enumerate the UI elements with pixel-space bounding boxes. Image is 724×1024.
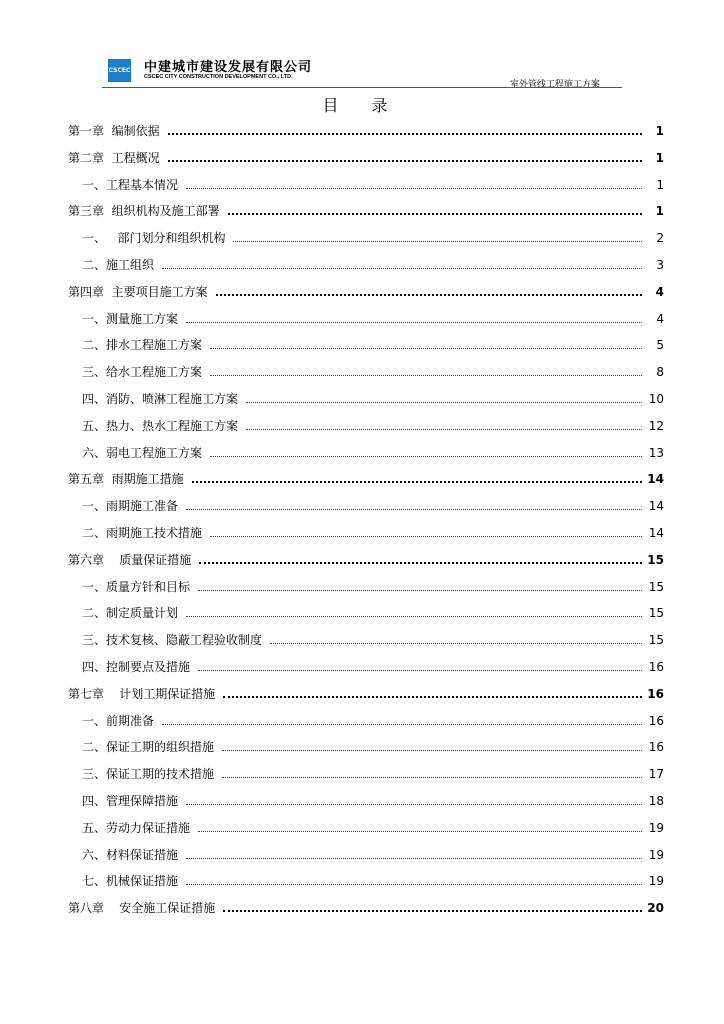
toc-entry[interactable] bbox=[68, 765, 664, 792]
toc-entry-page: 1 bbox=[655, 124, 664, 138]
header-rule bbox=[102, 87, 622, 88]
toc-entry-page: 15 bbox=[648, 633, 664, 648]
toc-entry[interactable] bbox=[68, 202, 664, 229]
toc-entry[interactable] bbox=[68, 417, 664, 444]
toc-entry[interactable] bbox=[68, 819, 664, 846]
toc-entry-label: 第六章 质量保证措施 bbox=[68, 552, 192, 567]
dot-leader bbox=[198, 579, 642, 591]
toc-entry[interactable] bbox=[68, 685, 664, 712]
toc-entry-label: 六、材料保证措施 bbox=[82, 847, 179, 862]
toc-entry-page: 16 bbox=[647, 686, 664, 701]
dot-leader bbox=[198, 659, 642, 671]
toc-entry[interactable] bbox=[68, 470, 664, 497]
toc-entry-label: 第四章 主要项目施工方案 bbox=[68, 284, 208, 299]
toc-entry-label: 五、劳动力保证措施 bbox=[82, 820, 191, 835]
toc-entry-label: 四、消防、喷淋工程施工方案 bbox=[82, 391, 239, 406]
toc-entry-label: 第二章 工程概况 bbox=[68, 150, 160, 165]
toc-entry-page: 19 bbox=[648, 820, 664, 835]
dot-leader bbox=[210, 337, 642, 349]
dot-leader bbox=[216, 283, 642, 296]
toc-entry-label: 四、管理保障措施 bbox=[82, 793, 179, 808]
dot-leader bbox=[168, 122, 642, 135]
toc-entry[interactable] bbox=[68, 336, 664, 363]
toc-title: 目 录 bbox=[322, 96, 402, 115]
toc-entry-page: 14 bbox=[648, 499, 664, 514]
dot-leader bbox=[246, 391, 642, 403]
dot-leader bbox=[228, 202, 642, 215]
dot-leader bbox=[186, 605, 642, 617]
dot-leader bbox=[186, 793, 642, 805]
toc-entry[interactable] bbox=[68, 631, 664, 658]
toc-entry[interactable] bbox=[68, 846, 664, 873]
toc-entry-label: 三、技术复核、隐蔽工程验收制度 bbox=[82, 633, 263, 648]
toc-entry-label: 三、保证工期的技术措施 bbox=[82, 767, 215, 782]
dot-leader bbox=[186, 498, 642, 510]
toc-entry-label: 一、雨期施工准备 bbox=[82, 499, 179, 514]
toc-entry-label: 一、前期准备 bbox=[82, 713, 155, 728]
toc-entry-page: 4 bbox=[655, 284, 664, 299]
toc-entry-page: 16 bbox=[648, 740, 664, 755]
toc-entry[interactable] bbox=[68, 792, 664, 819]
table-of-contents bbox=[68, 122, 664, 926]
toc-entry[interactable] bbox=[68, 497, 664, 524]
dot-leader bbox=[192, 470, 642, 483]
toc-entry[interactable] bbox=[68, 712, 664, 739]
toc-entry-page: 12 bbox=[648, 418, 664, 433]
toc-entry[interactable] bbox=[68, 363, 664, 390]
toc-entry-label: 第七章 计划工期保证措施 bbox=[68, 686, 216, 701]
dot-leader bbox=[168, 149, 642, 162]
toc-entry[interactable] bbox=[68, 604, 664, 631]
toc-entry-page: 5 bbox=[656, 338, 664, 353]
toc-entry-label: 四、控制要点及措施 bbox=[82, 659, 191, 674]
toc-entry-page: 13 bbox=[648, 445, 664, 460]
toc-entry[interactable] bbox=[68, 122, 664, 149]
toc-entry-page: 10 bbox=[648, 391, 664, 406]
toc-entry-page: 1 bbox=[656, 177, 664, 192]
toc-entry-page: 16 bbox=[648, 713, 664, 728]
toc-entry-page: 14 bbox=[647, 472, 664, 487]
dot-leader bbox=[270, 632, 642, 644]
toc-entry-label: 二、制定质量计划 bbox=[82, 606, 179, 621]
toc-entry-label: 第三章 组织机构及施工部署 bbox=[68, 204, 220, 219]
toc-entry-page: 15 bbox=[648, 606, 664, 621]
dot-leader bbox=[186, 311, 642, 323]
toc-entry[interactable] bbox=[68, 176, 664, 203]
toc-entry-page: 17 bbox=[648, 767, 664, 782]
toc-entry[interactable] bbox=[68, 872, 664, 899]
dot-leader bbox=[222, 766, 642, 778]
toc-entry[interactable] bbox=[68, 551, 664, 578]
toc-entry-page: 8 bbox=[656, 365, 664, 380]
toc-entry-label: 二、排水工程施工方案 bbox=[82, 338, 203, 353]
toc-entry-label: 第一章 编制依据 bbox=[68, 124, 160, 138]
toc-entry-page: 14 bbox=[648, 525, 664, 540]
toc-entry[interactable] bbox=[68, 283, 664, 310]
toc-entry-page: 20 bbox=[647, 901, 664, 916]
toc-entry-page: 18 bbox=[648, 793, 664, 808]
toc-entry-page: 2 bbox=[656, 231, 664, 246]
toc-entry-label: 二、雨期施工技术措施 bbox=[82, 525, 203, 540]
toc-entry[interactable] bbox=[68, 658, 664, 685]
toc-entry-label: 一、 部门划分和组织机构 bbox=[82, 231, 226, 246]
toc-entry-label: 二、保证工期的组织措施 bbox=[82, 740, 215, 755]
toc-entry-page: 1 bbox=[655, 150, 664, 165]
toc-entry-page: 3 bbox=[656, 257, 664, 272]
toc-entry-label: 五、热力、热水工程施工方案 bbox=[82, 418, 239, 433]
toc-entry-page: 1 bbox=[655, 204, 664, 219]
toc-entry[interactable] bbox=[68, 390, 664, 417]
toc-entry[interactable] bbox=[68, 524, 664, 551]
toc-entry[interactable] bbox=[68, 738, 664, 765]
toc-entry[interactable] bbox=[68, 899, 664, 926]
dot-leader bbox=[210, 525, 642, 537]
toc-entry-label: 第五章 雨期施工措施 bbox=[68, 472, 184, 487]
dot-leader bbox=[199, 551, 642, 564]
toc-entry-label: 六、弱电工程施工方案 bbox=[82, 445, 203, 460]
dot-leader bbox=[246, 418, 642, 430]
dot-leader bbox=[162, 257, 642, 269]
toc-entry[interactable] bbox=[68, 444, 664, 471]
dot-leader bbox=[186, 847, 642, 859]
toc-entry[interactable] bbox=[68, 229, 664, 256]
toc-entry-page: 16 bbox=[648, 659, 664, 674]
toc-entry-page: 4 bbox=[656, 311, 664, 326]
toc-entry[interactable] bbox=[68, 578, 664, 605]
dot-leader bbox=[223, 685, 642, 698]
dot-leader bbox=[222, 739, 642, 751]
toc-entry-label: 七、机械保证措施 bbox=[82, 874, 179, 889]
dot-leader bbox=[233, 230, 642, 242]
toc-entry[interactable] bbox=[68, 256, 664, 283]
toc-entry-label: 三、给水工程施工方案 bbox=[82, 365, 203, 380]
toc-entry-label: 一、质量方针和目标 bbox=[82, 579, 191, 594]
toc-entry-page: 19 bbox=[648, 874, 664, 889]
dot-leader bbox=[186, 177, 642, 189]
toc-entry-page: 15 bbox=[647, 552, 664, 567]
toc-entry[interactable] bbox=[68, 149, 664, 176]
toc-entry-label: 二、施工组织 bbox=[82, 257, 155, 272]
toc-entry-page: 19 bbox=[648, 847, 664, 862]
toc-entry-label: 一、测量施工方案 bbox=[82, 311, 179, 326]
company-logo: CSCEC bbox=[108, 59, 131, 82]
toc-entry[interactable] bbox=[68, 310, 664, 337]
company-name-cn: 中建城市建设发展有限公司 bbox=[144, 60, 313, 75]
toc-entry-label: 第八章 安全施工保证措施 bbox=[68, 901, 216, 916]
toc-entry-page: 15 bbox=[648, 579, 664, 594]
dot-leader bbox=[210, 364, 642, 376]
dot-leader bbox=[186, 873, 642, 885]
dot-leader bbox=[210, 445, 642, 457]
company-name-en: CSCEC CITY CONSTRUCTION DEVELOPMENT CO., LTD. bbox=[144, 74, 293, 80]
dot-leader bbox=[198, 820, 642, 832]
document-title: 室外管线工程施工方案 bbox=[510, 80, 601, 90]
dot-leader bbox=[223, 899, 642, 912]
dot-leader bbox=[162, 713, 642, 725]
toc-entry-label: 一、工程基本情况 bbox=[82, 177, 179, 192]
